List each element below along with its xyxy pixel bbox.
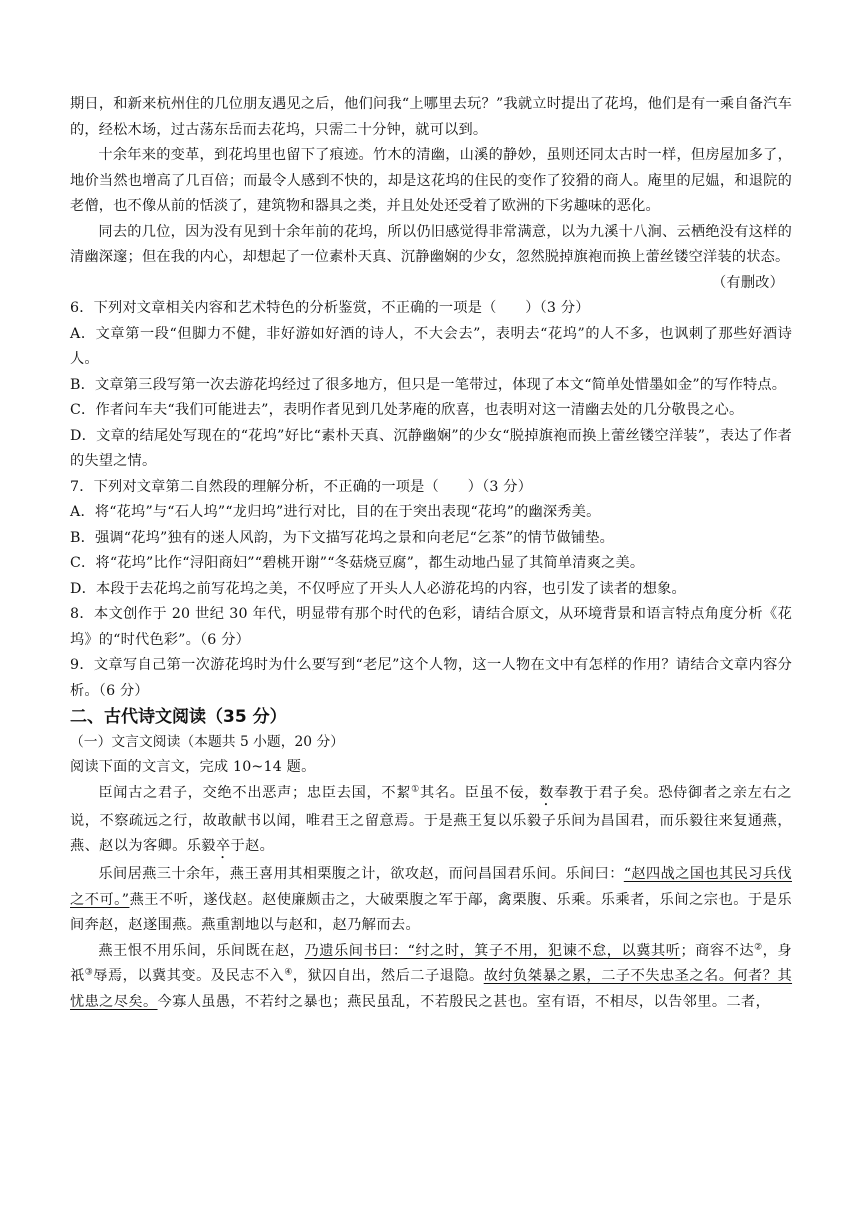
option-d: D．本段于去花坞之前写花坞之美，不仅呼应了开头人人必游花坞的内容，也引发了读者的想象。 — [70, 580, 686, 597]
footnote-marker: ① — [411, 783, 420, 794]
footnote-marker: ② — [754, 941, 763, 952]
option-a: A．文章第一段“但脚力不健，非好游如好酒的诗人，不大会去”，表明去“花坞”的人不多，也讽刺了那些好酒诗人。 — [70, 325, 792, 367]
question-9: 9．文章写自己第一次游花坞时为什么要写到“老尼”这个人物，这一人物在文中有怎样的作用？请结合文章内容分析。（6 分） — [70, 657, 792, 699]
option-c: C．将“花坞”比作“浔阳商妇”“碧桃开谢”“冬菇烧豆腐”，都生动地凸显了其简单清爽之美。 — [70, 555, 645, 571]
text-run: 辱焉，以冀其变。及民志不入 — [93, 968, 285, 984]
classical-paragraph-1 — [70, 781, 792, 863]
question-7 — [70, 475, 792, 603]
text-run: 于赵。 — [230, 838, 275, 854]
essay-paragraph-2: 十余年来的变革，到花坞里也留下了痕迹。竹木的清幽，山溪的静妙，虽则还同太古时一样，但房屋加多了，地价当然也增高了几百倍；而最令人感到不快的，却是这花坞的住民的变作了狡猾的商人。庵里的尼媪，和退院的老僧，也不像从前的恬淡了，建筑物和器具之类，并且处处还受着了欧洲的下劣趣味的恶化。 — [70, 147, 792, 214]
text-run: ，狱囚自出，然后二子退隐。 — [292, 968, 484, 984]
classical-paragraph-2 — [70, 862, 792, 939]
essay-paragraph-1-tail: 期日，和新来杭州住的几位朋友遇见之后，他们问我“上哪里去玩？”我就立时提出了花坞，他们是有一乘自备汽车的，经松木场，过古荡东岳而去花坞，只需二十分钟，就可以到。 — [70, 96, 792, 138]
text-run: 奉教于君子矣。恐侍御者之亲左右之说，不察疏远之行，故敢献书以闻，唯君王之留意焉。于是燕王复以乐毅子乐间为昌国君，而乐毅往来复通燕，燕、赵以为客卿。乐毅 — [70, 784, 793, 854]
text-run: ；商容不达 — [680, 942, 755, 959]
reading-instruction: 阅读下面的文言文，完成 10~14 题。 — [70, 759, 316, 775]
option-b: B．文章第三段写第一次去游花坞经过了很多地方，但只是一笔带过，体现了本文“简单处惜墨如金”的写作特点。 — [70, 376, 787, 393]
subsection-heading: （一）文言文阅读（本题共 5 小题，20 分） — [70, 734, 345, 750]
emphasized-word: 卒 — [215, 838, 231, 854]
text-run: 今寡人虽愚，不若纣之暴也；燕民虽乱，不若殷民之甚也。室有语，不相尽，以告邻里。二者， — [157, 993, 771, 1010]
footnote-marker: ④ — [284, 967, 293, 978]
option-a: A．将“花坞”与“石人坞”“龙归坞”进行对比，目的在于突出表现“花坞”的幽深秀美。 — [70, 504, 601, 520]
question-stem: 6．下列对文章相关内容和艺术特色的分析鉴赏，不正确的一项是（ ）（3 分） — [70, 300, 590, 316]
underlined-sentence: 乃遗乐间书曰：“纣之时，箕子不用，犯谏不怠，以冀其听 — [304, 942, 681, 959]
text-run: ，身祇 — [70, 942, 792, 984]
section-heading: 二、古代诗文阅读（35 分） — [70, 707, 287, 727]
text-run: 其名。臣虽不佞， — [419, 784, 540, 801]
underlined-sentence: “赵四战之国也其民习兵伐之不可。” — [70, 866, 792, 908]
document-page — [70, 92, 792, 1015]
text-run: 燕王恨不用乐间，乐间既在赵， — [98, 942, 305, 959]
text-run: 臣闻古之君子，交绝不出恶声；忠臣去国，不絜 — [98, 784, 412, 801]
underlined-sentence: 故纣负桀暴之累，二子不失忠圣之名。何者？其忧患之尽矣。 — [70, 968, 793, 1010]
essay-paragraph-3: 同去的几位，因为没有见到十余年前的花坞，所以仍旧感觉得非常满意，以为九溪十八涧、云栖绝没有这样的清幽深邃；但在我的内心，却想起了一位素朴天真、沉静幽娴的少女，忽然脱掉旗袍而换上蕾丝镂空洋装的状态。 — [70, 223, 792, 265]
footnote-marker: ③ — [84, 967, 94, 978]
option-b: B．强调“花坞”独有的迷人风韵，为下文描写花坞之景和向老尼“乞茶”的情节做铺垫。 — [70, 529, 615, 546]
option-c: C．作者问车夫“我们可能进去”，表明作者见到几处茅庵的欣喜，也表明对这一清幽去处的几分敬畏之心。 — [70, 402, 744, 418]
text-run: 乐间居燕三十余年，燕王喜用其相栗腹之计，欲攻赵，而问昌国君乐间。乐间曰： — [98, 866, 624, 882]
question-stem: 7．下列对文章第二自然段的理解分析，不正确的一项是（ ）（3 分） — [70, 478, 533, 495]
question-6 — [70, 296, 792, 475]
revision-note: （有删改） — [712, 274, 784, 291]
option-d: D．文章的结尾处写现在的“花坞”好比“素朴天真、沉静幽娴”的少女“脱掉旗袍而换上蕾丝镂空洋装”，表达了作者的失望之情。 — [70, 427, 792, 469]
emphasized-word: 数 — [539, 784, 555, 801]
text-run: 燕王不听，遂伐赵。赵使廉颇击之，大破栗腹之军于鄗，禽栗腹、乐乘。乐乘者，乐间之宗也。于是乐间奔赵，赵遂围燕。燕重割地以与赵和，赵乃解而去。 — [70, 891, 792, 933]
classical-paragraph-3 — [70, 939, 792, 1016]
question-8: 8．本文创作于 20 世纪 30 年代，明显带有那个时代的色彩，请结合原文，从环境背景和语言特点角度分析《花坞》的“时代色彩”。（6 分） — [70, 606, 792, 648]
